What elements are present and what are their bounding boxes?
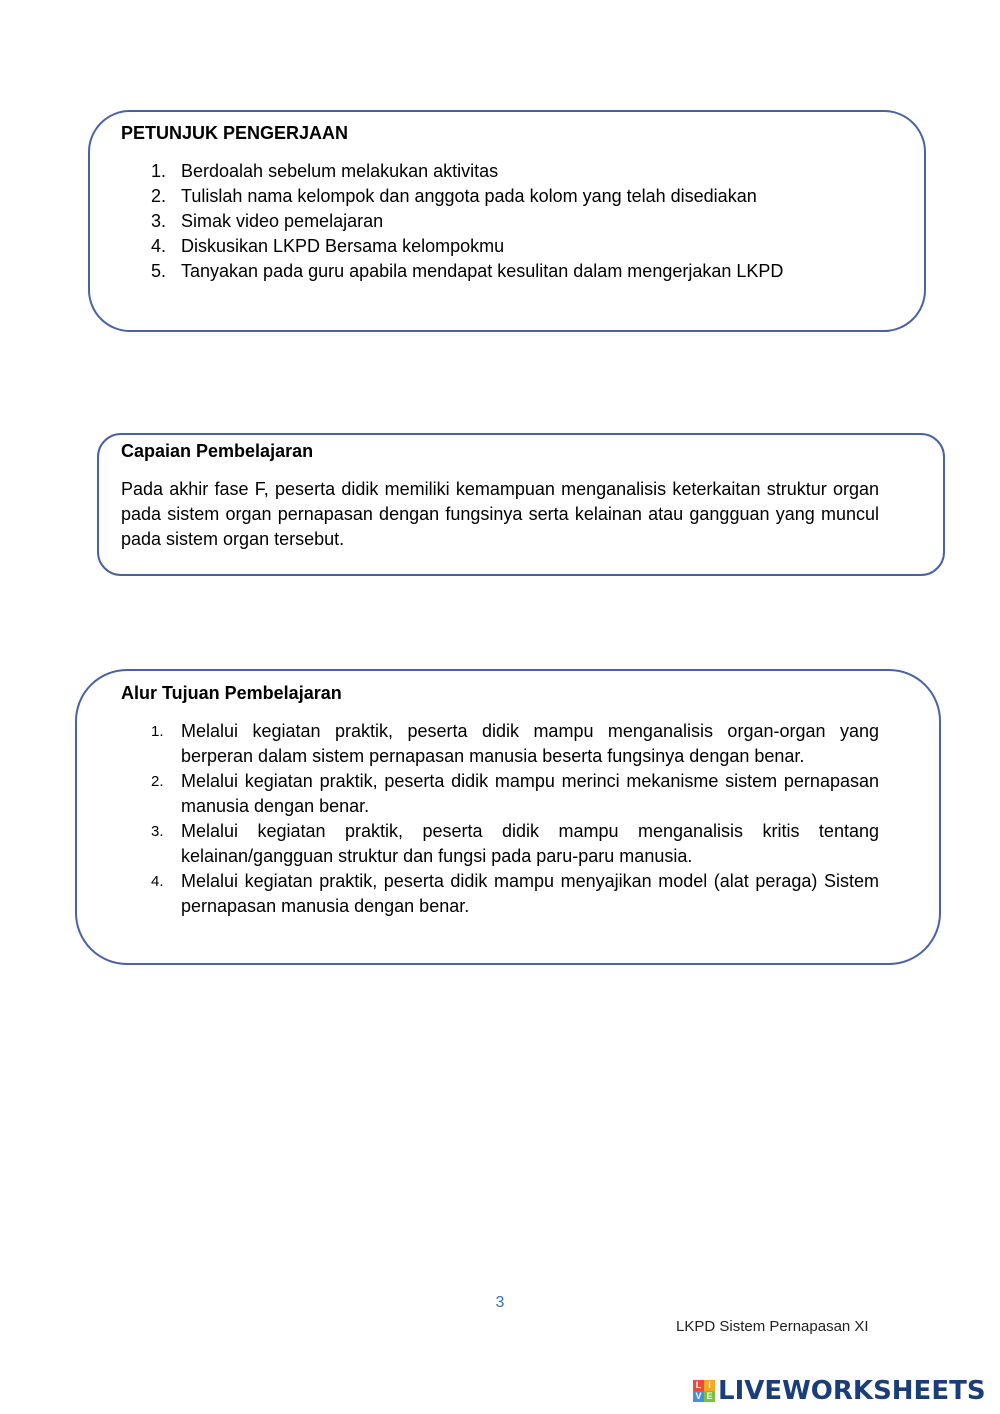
page-number: 3	[495, 1294, 505, 1311]
petunjuk-list	[121, 159, 901, 284]
list-item: 1. Melalui kegiatan praktik, peserta didik mampu menganalisis organ-organ yang berperan dalam sistem pernapasan manusia beserta fungsinya dengan benar.	[151, 721, 879, 766]
liveworksheets-brand	[693, 1374, 986, 1408]
list-item: 3. Melalui kegiatan praktik, peserta didik mampu menganalisis kritis tentang kelainan/gangguan struktur dan fungsi pada paru-paru manusia.	[151, 821, 879, 866]
liveworksheets-logo-icon: L I V E	[693, 1380, 715, 1402]
brand-name: LIVEWORKSHEETS	[718, 1376, 986, 1406]
footer-doc-title: LKPD Sistem Pernapasan XI	[676, 1318, 869, 1335]
list-item: 3. Simak video pemelajaran	[151, 211, 384, 231]
alur-title: Alur Tujuan Pembelajaran	[121, 683, 342, 703]
capaian-title: Capaian Pembelajaran	[121, 441, 314, 461]
alur-list	[121, 719, 879, 919]
list-item: 2. Melalui kegiatan praktik, peserta didik mampu merinci mekanisme sistem pernapasan manusia dengan benar.	[151, 771, 879, 816]
list-item: 1. Berdoalah sebelum melakukan aktivitas	[151, 161, 499, 181]
list-item: 4. Diskusikan LKPD Bersama kelompokmu	[151, 236, 505, 256]
capaian-text: Pada akhir fase F, peserta didik memiliki kemampuan menganalisis keterkaitan struktur organ pada sistem organ pernapasan dengan fungsinya serta kelainan atau gangguan yang muncul pada sistem organ tersebut.	[121, 479, 879, 549]
list-item: 4. Melalui kegiatan praktik, peserta didik mampu menyajikan model (alat peraga) Sistem pernapasan manusia dengan benar.	[151, 871, 879, 916]
petunjuk-title: PETUNJUK PENGERJAAN	[121, 123, 349, 143]
list-item: 2. Tulislah nama kelompok dan anggota pada kolom yang telah disediakan	[151, 186, 757, 206]
list-item: 5. Tanyakan pada guru apabila mendapat kesulitan dalam mengerjakan LKPD	[151, 261, 784, 281]
